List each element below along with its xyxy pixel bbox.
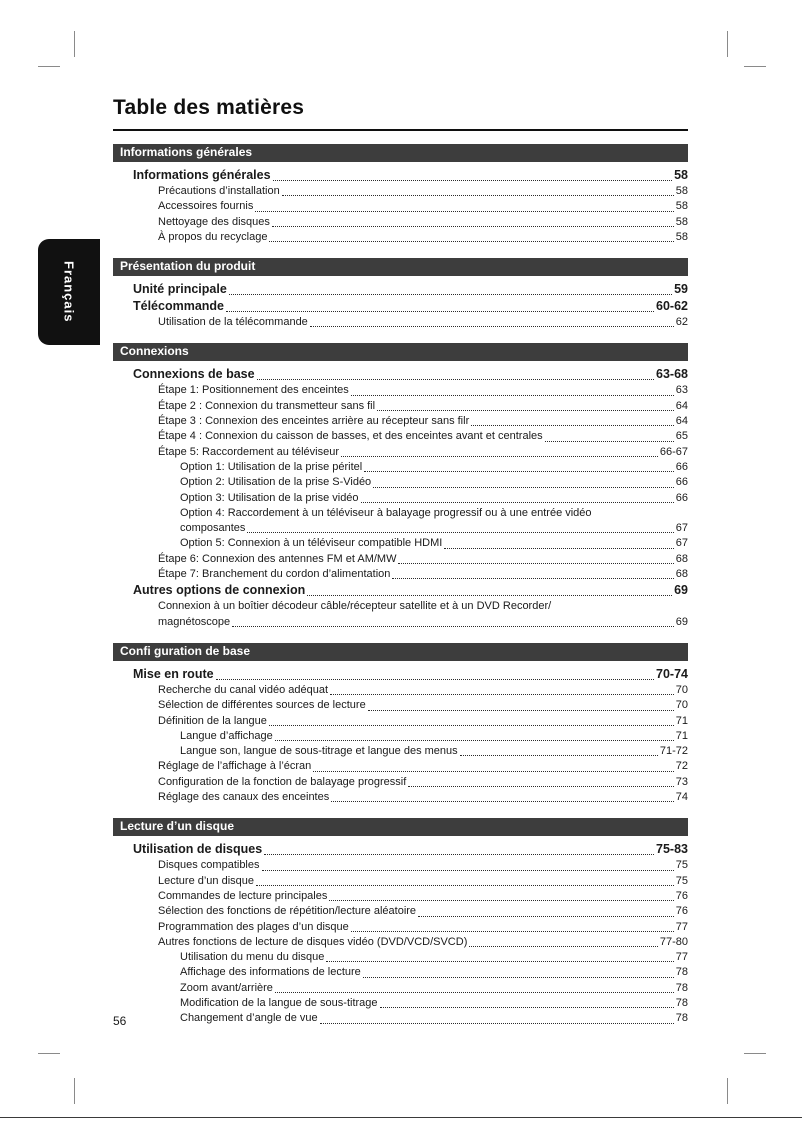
toc-entry-text: Étape 1: Positionnement des enceintes [158,384,349,397]
toc-page-number: 67 [675,522,688,535]
toc-entry-text: Connexions de base [133,367,255,382]
toc-entry [113,445,688,460]
toc-entry-text: Programmation des plages d’un disque [158,920,349,933]
toc-leader [392,578,673,579]
toc-leader [310,326,674,327]
toc-page-number: 77 [675,951,688,964]
toc-page-number: 70-74 [656,666,688,681]
toc-leader [275,992,674,993]
toc-entry [113,199,688,214]
toc-entry [113,981,688,996]
toc-entry [113,935,688,950]
crop-mark [744,1053,766,1054]
toc-page-number: 65 [675,430,688,443]
toc-leader [320,1023,674,1024]
language-tab [38,239,100,345]
toc-leader [282,195,674,196]
crop-mark [38,66,60,67]
toc-page-number: 69 [674,583,688,598]
toc-entry [113,615,688,630]
toc-leader [418,916,674,917]
toc-leader [262,870,674,871]
toc-entry-text: Accessoires fournis [158,200,254,213]
toc-page-number: 77 [675,920,688,933]
toc-page-number: 66 [675,460,688,473]
crop-mark [74,31,75,57]
toc-page-number: 66-67 [659,445,688,458]
toc-page-number: 75 [675,874,688,887]
toc-leader [444,548,673,549]
toc-entry-text: Autres fonctions de lecture de disques vidéo (DVD/VCD/SVCD) [158,935,468,948]
toc-page-number: 78 [675,981,688,994]
toc-leader [273,180,673,181]
toc-leader [272,226,674,227]
toc-page-number: 74 [675,791,688,804]
toc-entry [113,429,688,444]
toc-entry [113,298,688,315]
toc-entry [113,759,688,774]
toc-entry [113,744,688,759]
toc-entry-text: Modification de la langue de sous-titrage [180,996,378,1009]
toc-page-number: 68 [675,568,688,581]
toc-entry-text: Autres options de connexion [133,583,306,598]
toc-entry [113,475,688,490]
toc-entry-text: Lecture d’un disque [158,874,255,887]
toc-entry-text: Télécommande [133,299,225,314]
toc-page-number: 71-72 [659,745,688,758]
toc-entry-wrap-line [113,599,688,614]
toc-page-number: 70 [675,699,688,712]
crop-mark [38,1053,60,1054]
toc-entry-text: Étape 5: Raccordement au téléviseur [158,445,339,458]
toc-entry-text: Commandes de lecture principales [158,889,328,902]
crop-mark [744,66,766,67]
toc-entry [113,920,688,935]
toc-leader [380,1007,674,1008]
toc-entry [113,184,688,199]
toc-leader [545,441,674,442]
toc-entry [113,536,688,551]
toc-entry [113,698,688,713]
toc-leader [326,961,673,962]
toc-section-header: Connexions [113,343,688,361]
toc-page-number: 70 [675,683,688,696]
page-number: 56 [113,1014,127,1028]
toc-leader [368,710,674,711]
toc-entry-text: Informations générales [133,168,271,182]
toc-entry [113,775,688,790]
toc-leader [269,241,673,242]
toc-entry-text: Étape 4 : Connexion du caisson de basses, et des enceintes avant et centrales [158,430,543,443]
toc-leader [330,694,674,695]
toc-page-number: 67 [675,537,688,550]
toc-entry-text: À propos du recyclage [158,230,268,243]
toc-entry-text: Connexion à un boîtier décodeur câble/récepteur satellite et à un DVD Recorder/ [158,600,552,613]
toc-entry-text: magnétoscope [158,615,231,628]
toc-entry-text: Option 1: Utilisation de la prise péritel [180,460,363,473]
toc-page-number: 58 [675,215,688,228]
toc-page-number: 66 [675,491,688,504]
toc-entry [113,858,688,873]
toc-entry-wrap-line [113,506,688,521]
crop-mark [727,31,728,57]
toc-entry [113,874,688,889]
toc-leader [232,626,674,627]
toc-leader [408,786,673,787]
toc-leader [460,755,658,756]
toc-page-number: 63 [675,384,688,397]
toc-page-number: 76 [675,905,688,918]
toc-entry [113,582,688,599]
toc-entry [113,714,688,729]
toc-leader [351,395,674,396]
title-rule [113,129,688,131]
toc-entry [113,567,688,582]
toc-entry [113,552,688,567]
toc-entry [113,790,688,805]
toc-entry-text: Affichage des informations de lecture [180,966,361,979]
toc-entry [113,366,688,383]
toc-section-header: Présentation du produit [113,258,688,276]
toc-leader [363,977,674,978]
toc-page-number: 64 [675,399,688,412]
page-title: Table des matières [113,96,305,119]
toc-entry-text: Langue d’affichage [180,729,273,742]
toc-entry-text: Changement d’angle de vue [180,1012,318,1025]
toc-entry-text: Mise en route [133,666,214,681]
toc-leader [256,885,674,886]
toc-entry-text: composantes [180,522,246,535]
toc-entry [113,996,688,1011]
toc-entry-text: Étape 6: Connexion des antennes FM et AM/MW [158,552,397,565]
toc-page-number: 62 [675,316,688,329]
toc-entry-text: Sélection des fonctions de répétition/lecture aléatoire [158,905,417,918]
toc-page-number: 64 [675,415,688,428]
toc-leader [313,771,673,772]
toc-section-header: Lecture d’un disque [113,818,688,836]
toc-leader [373,487,674,488]
toc-page-number: 75-83 [656,842,688,857]
toc-entry [113,167,688,184]
toc-entry [113,491,688,506]
toc-entry [113,460,688,475]
toc-entry-text: Option 3: Utilisation de la prise vidéo [180,491,359,504]
toc-page-number: 58 [675,185,688,197]
toc-leader [307,595,672,596]
toc-leader [341,456,658,457]
toc-page-number: 76 [675,889,688,902]
toc-entry-text: Option 5: Connexion à un téléviseur compatible HDMI [180,537,443,550]
toc-entry-text: Définition de la langue [158,714,267,727]
toc-page-number: 78 [675,996,688,1009]
toc-entry-text: Configuration de la fonction de balayage progressif [158,775,407,788]
toc-entry-text: Réglage des canaux des enceintes [158,791,330,804]
toc-entry-text: Option 4: Raccordement à un téléviseur à balayage progressif ou à une entrée vidéo [180,506,592,519]
toc-entry [113,841,688,858]
toc-leader [471,425,674,426]
toc-page-number: 73 [675,775,688,788]
toc-page-number: 58 [675,200,688,213]
toc-entry-text: Recherche du canal vidéo adéquat [158,683,329,696]
toc-entry [113,683,688,698]
toc-entry [113,399,688,414]
toc-leader [398,563,673,564]
toc-entry [113,729,688,744]
toc-entry [113,904,688,919]
toc-entry-text: Utilisation de la télécommande [158,316,308,329]
toc-entry-text: Utilisation du menu du disque [180,951,325,964]
toc-entry [113,414,688,429]
toc-entry-text: Étape 7: Branchement du cordon d’alimentation [158,568,391,581]
toc-section [113,144,688,245]
toc-entry-text: Langue son, langue de sous-titrage et langue des menus [180,745,458,758]
toc-section [113,258,688,330]
toc-entry [113,215,688,230]
toc-entry [113,281,688,298]
toc-entry-text: Étape 3 : Connexion des enceintes arrière au récepteur sans filr [158,415,470,428]
toc-entry-text: Nettoyage des disques [158,215,270,228]
toc-entry [113,965,688,980]
toc-leader [351,931,674,932]
language-tab-label: Français [61,261,77,323]
bottom-rule [0,1117,802,1118]
toc-leader [269,725,674,726]
toc-leader [275,740,674,741]
toc-entry-text: Option 2: Utilisation de la prise S-Vidéo [180,476,372,489]
toc-entry-text: Sélection de différentes sources de lecture [158,699,366,712]
toc-entry-text: Précautions d’installation [158,185,280,197]
toc-page-number: 71 [675,729,688,742]
toc-entry-text: Utilisation de disques [133,842,263,857]
toc-leader [264,854,654,855]
toc-leader [361,502,674,503]
toc-leader [216,679,654,680]
toc-entry [113,230,688,245]
toc-entry [113,1011,688,1026]
toc-entry-text: Étape 2 : Connexion du transmetteur sans fil [158,399,376,412]
toc-page-number: 68 [675,552,688,565]
toc-section [113,343,688,629]
toc-section-header: Confi guration de base [113,643,688,661]
toc-page-number: 63-68 [656,367,688,382]
toc-entry-text: Unité principale [133,282,227,297]
toc-page-number: 66 [675,476,688,489]
toc-entry [113,950,688,965]
toc-entry [113,383,688,398]
toc-page-number: 71 [675,714,688,727]
toc-entry [113,315,688,330]
toc-entry [113,666,688,683]
toc [113,144,688,1027]
toc-page-number: 78 [675,1012,688,1025]
toc-leader [331,801,674,802]
toc-leader [377,410,674,411]
toc-entry [113,889,688,904]
toc-page-number: 75 [675,859,688,872]
toc-page-number: 58 [675,230,688,243]
toc-leader [255,211,673,212]
toc-page-number: 77-80 [659,935,688,948]
crop-mark [727,1078,728,1104]
toc-leader [364,471,674,472]
toc-leader [226,311,654,312]
toc-page-number: 58 [674,168,688,182]
toc-leader [469,946,658,947]
toc-page-number: 72 [675,760,688,773]
toc-page-number: 78 [675,966,688,979]
toc-leader [247,532,673,533]
toc-page-number: 59 [674,282,688,297]
toc-entry-text: Zoom avant/arrière [180,981,273,994]
toc-page [113,96,688,1027]
toc-section-header: Informations générales [113,144,688,162]
toc-entry [113,521,688,536]
toc-page-number: 60-62 [656,299,688,314]
toc-section [113,818,688,1026]
toc-leader [329,900,673,901]
toc-entry-text: Réglage de l’affichage à l’écran [158,760,312,773]
toc-leader [229,294,672,295]
toc-leader [257,379,654,380]
toc-entry-text: Disques compatibles [158,859,260,872]
toc-page-number: 69 [675,615,688,628]
crop-mark [74,1078,75,1104]
toc-section [113,643,688,805]
